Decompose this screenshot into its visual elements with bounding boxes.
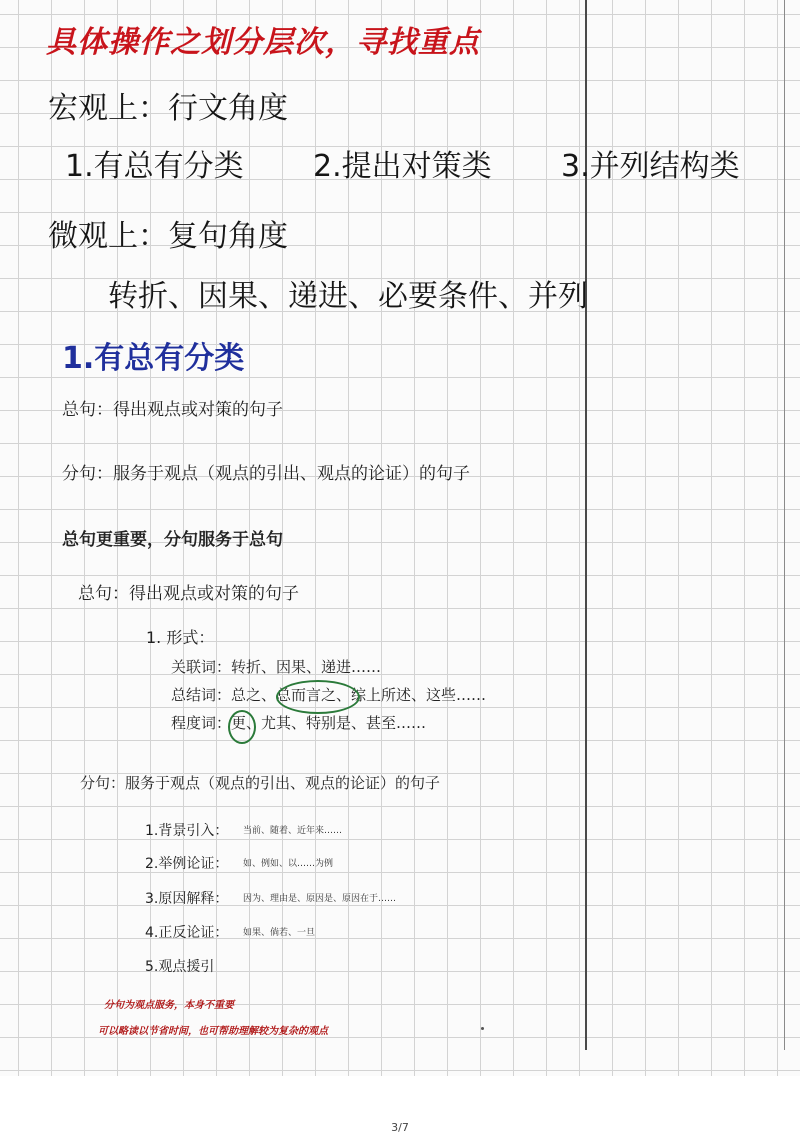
sub-item-2-note: 如、例如、以……为例 [243, 859, 334, 869]
emphasis-note: 总句更重要，分句服务于总句 [62, 530, 283, 550]
sub-item-3-note: 因为、理由是、原因是、原因在于…… [243, 894, 397, 904]
circle-highlight-zongeryanzhi [276, 680, 360, 714]
handwritten-note-1: 分句为观点服务，本身不重要 [104, 1000, 234, 1011]
definition-total: 总句：得出观点或对策的句子 [62, 400, 283, 420]
page-number: 3/7 [391, 1121, 409, 1134]
degree-label: 程度词： [171, 714, 232, 732]
summary-text: 总之、总而言之、综上所述、这些…… [231, 686, 487, 704]
macro-item-2: 2.提出对策类 [313, 149, 492, 184]
section-heading: 1.有总有分类 [62, 341, 245, 376]
micro-heading: 微观上：复句角度 [48, 219, 288, 254]
ink-dot [481, 1027, 484, 1030]
micro-list: 转折、因果、递进、必要条件、并列 [108, 279, 588, 314]
summary-label: 总结词： [171, 686, 232, 704]
sub-block-heading: 分句：服务于观点（观点的引出、观点的论证）的句子 [80, 774, 441, 792]
definition-sub: 分句：服务于观点（观点的引出、观点的论证）的句子 [62, 464, 470, 484]
sub-item-1-label: 1.背景引入： [145, 823, 229, 839]
sub-item-5-label: 5.观点援引 [145, 959, 215, 975]
connective-text: 转折、因果、递进…… [231, 658, 382, 676]
macro-item-1: 1.有总有分类 [65, 149, 244, 184]
macro-heading: 宏观上：行文角度 [48, 91, 288, 126]
sub-item-1-note: 当前、随着、近年来…… [243, 826, 343, 836]
macro-item-3: 3.并列结构类 [561, 149, 740, 184]
total-block-heading: 总句：得出观点或对策的句子 [78, 584, 299, 604]
sub-item-2-label: 2.举例论证： [145, 856, 229, 872]
margin-line-right [784, 0, 785, 1050]
circle-highlight-geng [228, 710, 256, 744]
form-label: 1. 形式： [146, 628, 215, 647]
degree-text: 更、尤其、特别是、甚至…… [231, 714, 427, 732]
handwritten-note-2: 可以略读以节省时间，也可帮助理解较为复杂的观点 [98, 1026, 328, 1037]
sub-item-3-label: 3.原因解释： [145, 891, 229, 907]
page-title: 具体操作之划分层次，寻找重点 [46, 25, 480, 60]
sub-item-4-label: 4.正反论证： [145, 925, 229, 941]
connective-label: 关联词： [171, 658, 232, 676]
sub-item-4-note: 如果、倘若、一旦 [243, 928, 316, 938]
